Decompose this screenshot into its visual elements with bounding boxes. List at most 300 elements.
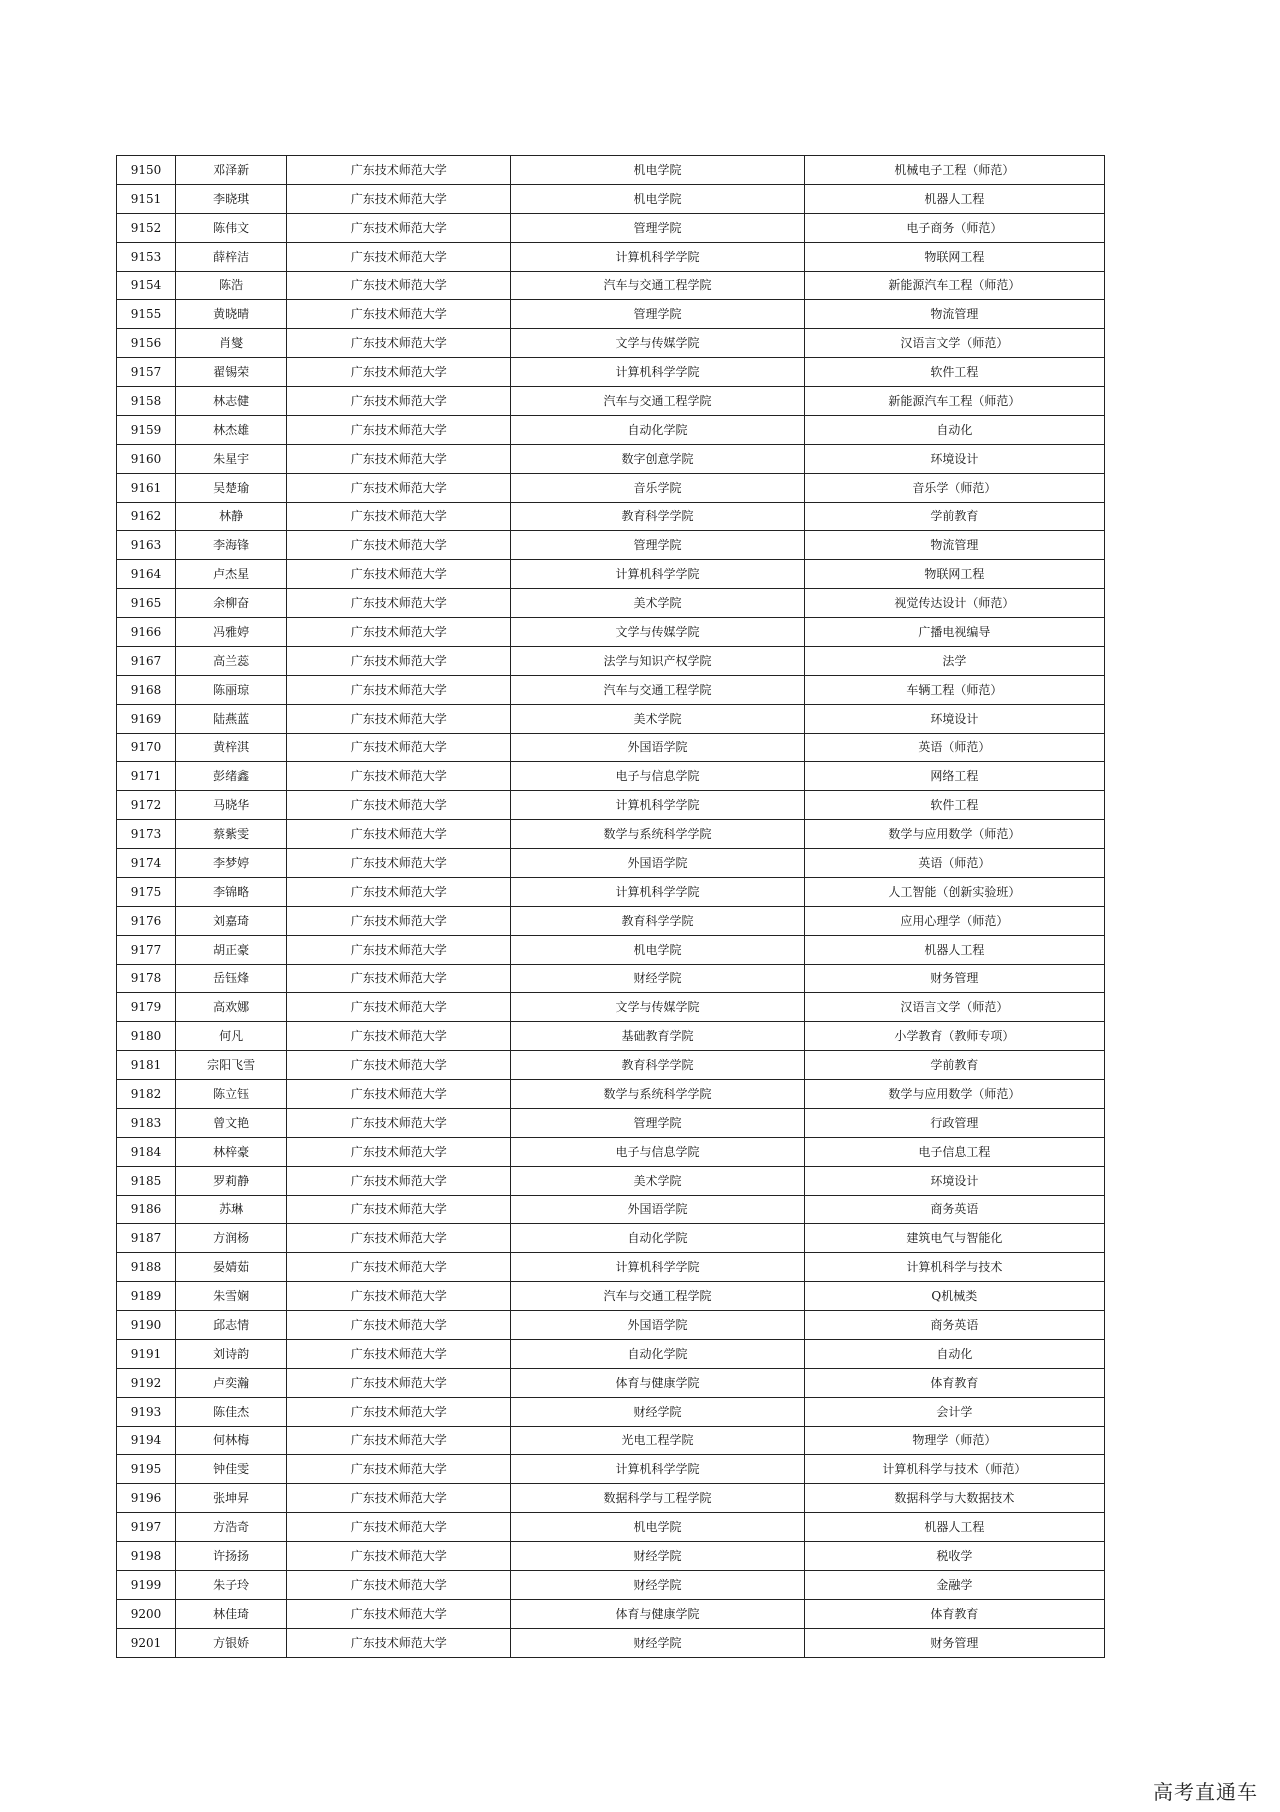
table-row <box>117 1513 1105 1542</box>
college-cell: 教育科学学院 <box>511 502 804 531</box>
row-number-cell: 9182 <box>117 1080 176 1109</box>
school-cell: 广东技术师范大学 <box>287 964 511 993</box>
table-row <box>117 1426 1105 1455</box>
school-cell: 广东技术师范大学 <box>287 935 511 964</box>
college-cell: 管理学院 <box>511 300 804 329</box>
school-cell: 广东技术师范大学 <box>287 849 511 878</box>
major-cell: 法学 <box>804 646 1104 675</box>
major-cell: 网络工程 <box>804 762 1104 791</box>
student-name-cell: 林杰雄 <box>176 415 287 444</box>
major-cell: 环境设计 <box>804 704 1104 733</box>
major-cell: 会计学 <box>804 1397 1104 1426</box>
major-cell: 环境设计 <box>804 1166 1104 1195</box>
student-name-cell: 刘诗韵 <box>176 1339 287 1368</box>
row-number-cell: 9199 <box>117 1570 176 1599</box>
school-cell: 广东技术师范大学 <box>287 1311 511 1340</box>
table-row <box>117 733 1105 762</box>
major-cell: 物联网工程 <box>804 242 1104 271</box>
school-cell: 广东技术师范大学 <box>287 762 511 791</box>
school-cell: 广东技术师范大学 <box>287 387 511 416</box>
student-name-cell: 李海锋 <box>176 531 287 560</box>
table-row <box>117 675 1105 704</box>
table-row <box>117 473 1105 502</box>
college-cell: 文学与传媒学院 <box>511 329 804 358</box>
school-cell: 广东技术师范大学 <box>287 329 511 358</box>
college-cell: 财经学院 <box>511 1628 804 1657</box>
student-name-cell: 李锦略 <box>176 877 287 906</box>
school-cell: 广东技术师范大学 <box>287 877 511 906</box>
row-number-cell: 9181 <box>117 1051 176 1080</box>
school-cell: 广东技术师范大学 <box>287 1368 511 1397</box>
row-number-cell: 9201 <box>117 1628 176 1657</box>
school-cell: 广东技术师范大学 <box>287 791 511 820</box>
table-row <box>117 906 1105 935</box>
table-row <box>117 358 1105 387</box>
major-cell: 计算机科学与技术（师范） <box>804 1455 1104 1484</box>
row-number-cell: 9192 <box>117 1368 176 1397</box>
college-cell: 财经学院 <box>511 1542 804 1571</box>
table-row <box>117 184 1105 213</box>
table-row <box>117 1051 1105 1080</box>
major-cell: 体育教育 <box>804 1599 1104 1628</box>
major-cell: 广播电视编导 <box>804 618 1104 647</box>
table-row <box>117 646 1105 675</box>
school-cell: 广东技术师范大学 <box>287 1137 511 1166</box>
major-cell: 机械电子工程（师范） <box>804 156 1104 185</box>
school-cell: 广东技术师范大学 <box>287 242 511 271</box>
college-cell: 外国语学院 <box>511 1195 804 1224</box>
school-cell: 广东技术师范大学 <box>287 473 511 502</box>
major-cell: 小学教育（教师专项） <box>804 1022 1104 1051</box>
college-cell: 光电工程学院 <box>511 1426 804 1455</box>
school-cell: 广东技术师范大学 <box>287 1166 511 1195</box>
student-name-cell: 朱星宇 <box>176 444 287 473</box>
school-cell: 广东技术师范大学 <box>287 1022 511 1051</box>
school-cell: 广东技术师范大学 <box>287 184 511 213</box>
student-name-cell: 岳钰烽 <box>176 964 287 993</box>
major-cell: 电子信息工程 <box>804 1137 1104 1166</box>
table-row <box>117 589 1105 618</box>
table-row <box>117 1368 1105 1397</box>
college-cell: 自动化学院 <box>511 1224 804 1253</box>
student-name-cell: 林佳琦 <box>176 1599 287 1628</box>
school-cell: 广东技术师范大学 <box>287 1282 511 1311</box>
row-number-cell: 9166 <box>117 618 176 647</box>
school-cell: 广东技术师范大学 <box>287 300 511 329</box>
table-row <box>117 1455 1105 1484</box>
table-row <box>117 791 1105 820</box>
row-number-cell: 9153 <box>117 242 176 271</box>
row-number-cell: 9198 <box>117 1542 176 1571</box>
table-row <box>117 1253 1105 1282</box>
student-name-cell: 苏琳 <box>176 1195 287 1224</box>
row-number-cell: 9167 <box>117 646 176 675</box>
major-cell: 商务英语 <box>804 1311 1104 1340</box>
student-name-cell: 何凡 <box>176 1022 287 1051</box>
college-cell: 机电学院 <box>511 184 804 213</box>
student-name-cell: 黄晓晴 <box>176 300 287 329</box>
row-number-cell: 9176 <box>117 906 176 935</box>
student-name-cell: 翟锡荣 <box>176 358 287 387</box>
college-cell: 财经学院 <box>511 1570 804 1599</box>
college-cell: 数学与系统科学学院 <box>511 820 804 849</box>
major-cell: 英语（师范） <box>804 733 1104 762</box>
student-name-cell: 陆燕蓝 <box>176 704 287 733</box>
major-cell: 学前教育 <box>804 502 1104 531</box>
college-cell: 计算机科学学院 <box>511 1253 804 1282</box>
major-cell: 数据科学与大数据技术 <box>804 1484 1104 1513</box>
major-cell: 环境设计 <box>804 444 1104 473</box>
row-number-cell: 9152 <box>117 213 176 242</box>
school-cell: 广东技术师范大学 <box>287 675 511 704</box>
college-cell: 电子与信息学院 <box>511 1137 804 1166</box>
row-number-cell: 9200 <box>117 1599 176 1628</box>
school-cell: 广东技术师范大学 <box>287 415 511 444</box>
row-number-cell: 9189 <box>117 1282 176 1311</box>
college-cell: 数据科学与工程学院 <box>511 1484 804 1513</box>
student-name-cell: 林志健 <box>176 387 287 416</box>
row-number-cell: 9154 <box>117 271 176 300</box>
student-name-cell: 陈伟文 <box>176 213 287 242</box>
row-number-cell: 9170 <box>117 733 176 762</box>
row-number-cell: 9173 <box>117 820 176 849</box>
major-cell: 应用心理学（师范） <box>804 906 1104 935</box>
college-cell: 管理学院 <box>511 1108 804 1137</box>
table-row <box>117 242 1105 271</box>
major-cell: 新能源汽车工程（师范） <box>804 271 1104 300</box>
table-row <box>117 849 1105 878</box>
row-number-cell: 9191 <box>117 1339 176 1368</box>
watermark-logo-text: 高考直通车 <box>1153 1780 1258 1804</box>
major-cell: 汉语言文学（师范） <box>804 329 1104 358</box>
row-number-cell: 9155 <box>117 300 176 329</box>
row-number-cell: 9187 <box>117 1224 176 1253</box>
college-cell: 计算机科学学院 <box>511 877 804 906</box>
row-number-cell: 9165 <box>117 589 176 618</box>
college-cell: 汽车与交通工程学院 <box>511 387 804 416</box>
major-cell: 音乐学（师范） <box>804 473 1104 502</box>
major-cell: 电子商务（师范） <box>804 213 1104 242</box>
row-number-cell: 9194 <box>117 1426 176 1455</box>
table-row <box>117 704 1105 733</box>
college-cell: 汽车与交通工程学院 <box>511 271 804 300</box>
school-cell: 广东技术师范大学 <box>287 733 511 762</box>
school-cell: 广东技术师范大学 <box>287 1108 511 1137</box>
major-cell: Q机械类 <box>804 1282 1104 1311</box>
major-cell: 计算机科学与技术 <box>804 1253 1104 1282</box>
college-cell: 体育与健康学院 <box>511 1599 804 1628</box>
school-cell: 广东技术师范大学 <box>287 502 511 531</box>
school-cell: 广东技术师范大学 <box>287 1426 511 1455</box>
college-cell: 自动化学院 <box>511 415 804 444</box>
row-number-cell: 9180 <box>117 1022 176 1051</box>
college-cell: 数学与系统科学学院 <box>511 1080 804 1109</box>
row-number-cell: 9150 <box>117 156 176 185</box>
school-cell: 广东技术师范大学 <box>287 560 511 589</box>
major-cell: 建筑电气与智能化 <box>804 1224 1104 1253</box>
row-number-cell: 9195 <box>117 1455 176 1484</box>
major-cell: 物流管理 <box>804 531 1104 560</box>
student-name-cell: 何林梅 <box>176 1426 287 1455</box>
major-cell: 人工智能（创新实验班） <box>804 877 1104 906</box>
school-cell: 广东技术师范大学 <box>287 906 511 935</box>
student-name-cell: 陈浩 <box>176 271 287 300</box>
table-row <box>117 387 1105 416</box>
table-row <box>117 1080 1105 1109</box>
college-cell: 管理学院 <box>511 213 804 242</box>
row-number-cell: 9175 <box>117 877 176 906</box>
table-row <box>117 1339 1105 1368</box>
table-row <box>117 1166 1105 1195</box>
student-name-cell: 邱志情 <box>176 1311 287 1340</box>
student-name-cell: 林梓豪 <box>176 1137 287 1166</box>
table-row <box>117 618 1105 647</box>
school-cell: 广东技术师范大学 <box>287 1253 511 1282</box>
major-cell: 体育教育 <box>804 1368 1104 1397</box>
major-cell: 数学与应用数学（师范） <box>804 820 1104 849</box>
table-row <box>117 993 1105 1022</box>
college-cell: 法学与知识产权学院 <box>511 646 804 675</box>
college-cell: 基础教育学院 <box>511 1022 804 1051</box>
major-cell: 行政管理 <box>804 1108 1104 1137</box>
student-name-cell: 刘嘉琦 <box>176 906 287 935</box>
table-row <box>117 1599 1105 1628</box>
table-row <box>117 877 1105 906</box>
table-row <box>117 502 1105 531</box>
row-number-cell: 9161 <box>117 473 176 502</box>
row-number-cell: 9164 <box>117 560 176 589</box>
college-cell: 音乐学院 <box>511 473 804 502</box>
row-number-cell: 9186 <box>117 1195 176 1224</box>
student-name-cell: 许扬扬 <box>176 1542 287 1571</box>
college-cell: 外国语学院 <box>511 1311 804 1340</box>
college-cell: 自动化学院 <box>511 1339 804 1368</box>
major-cell: 物理学（师范） <box>804 1426 1104 1455</box>
student-name-cell: 林静 <box>176 502 287 531</box>
student-name-cell: 卢奕瀚 <box>176 1368 287 1397</box>
school-cell: 广东技术师范大学 <box>287 589 511 618</box>
row-number-cell: 9174 <box>117 849 176 878</box>
school-cell: 广东技术师范大学 <box>287 213 511 242</box>
table-row <box>117 1108 1105 1137</box>
student-name-cell: 陈立钰 <box>176 1080 287 1109</box>
student-name-cell: 曾文艳 <box>176 1108 287 1137</box>
school-cell: 广东技术师范大学 <box>287 1224 511 1253</box>
college-cell: 财经学院 <box>511 964 804 993</box>
table-row <box>117 1397 1105 1426</box>
table-row <box>117 531 1105 560</box>
major-cell: 财务管理 <box>804 964 1104 993</box>
table-row <box>117 329 1105 358</box>
school-cell: 广东技术师范大学 <box>287 646 511 675</box>
major-cell: 软件工程 <box>804 358 1104 387</box>
major-cell: 物联网工程 <box>804 560 1104 589</box>
college-cell: 计算机科学学院 <box>511 791 804 820</box>
student-name-cell: 吴楚瑜 <box>176 473 287 502</box>
school-cell: 广东技术师范大学 <box>287 1455 511 1484</box>
college-cell: 汽车与交通工程学院 <box>511 675 804 704</box>
row-number-cell: 9197 <box>117 1513 176 1542</box>
student-name-cell: 胡正豪 <box>176 935 287 964</box>
college-cell: 外国语学院 <box>511 849 804 878</box>
major-cell: 机器人工程 <box>804 935 1104 964</box>
major-cell: 汉语言文学（师范） <box>804 993 1104 1022</box>
table-row <box>117 1022 1105 1051</box>
school-cell: 广东技术师范大学 <box>287 531 511 560</box>
college-cell: 计算机科学学院 <box>511 1455 804 1484</box>
school-cell: 广东技术师范大学 <box>287 1513 511 1542</box>
student-name-cell: 冯雅婷 <box>176 618 287 647</box>
college-cell: 教育科学学院 <box>511 906 804 935</box>
college-cell: 教育科学学院 <box>511 1051 804 1080</box>
college-cell: 计算机科学学院 <box>511 358 804 387</box>
table-row <box>117 1484 1105 1513</box>
major-cell: 金融学 <box>804 1570 1104 1599</box>
college-cell: 体育与健康学院 <box>511 1368 804 1397</box>
major-cell: 学前教育 <box>804 1051 1104 1080</box>
row-number-cell: 9160 <box>117 444 176 473</box>
student-name-cell: 李梦婷 <box>176 849 287 878</box>
table-row <box>117 1542 1105 1571</box>
college-cell: 财经学院 <box>511 1397 804 1426</box>
major-cell: 视觉传达设计（师范） <box>804 589 1104 618</box>
student-name-cell: 方浩奇 <box>176 1513 287 1542</box>
row-number-cell: 9157 <box>117 358 176 387</box>
student-name-cell: 余柳奋 <box>176 589 287 618</box>
row-number-cell: 9185 <box>117 1166 176 1195</box>
student-name-cell: 晏婧茹 <box>176 1253 287 1282</box>
row-number-cell: 9190 <box>117 1311 176 1340</box>
school-cell: 广东技术师范大学 <box>287 1484 511 1513</box>
college-cell: 计算机科学学院 <box>511 560 804 589</box>
row-number-cell: 9163 <box>117 531 176 560</box>
school-cell: 广东技术师范大学 <box>287 1080 511 1109</box>
row-number-cell: 9159 <box>117 415 176 444</box>
roster-body <box>117 156 1105 1658</box>
student-name-cell: 方银娇 <box>176 1628 287 1657</box>
college-cell: 美术学院 <box>511 589 804 618</box>
student-name-cell: 蔡紫雯 <box>176 820 287 849</box>
college-cell: 管理学院 <box>511 531 804 560</box>
row-number-cell: 9168 <box>117 675 176 704</box>
table-row <box>117 1628 1105 1657</box>
row-number-cell: 9179 <box>117 993 176 1022</box>
table-row <box>117 1282 1105 1311</box>
admission-roster-table <box>116 155 1105 1658</box>
row-number-cell: 9193 <box>117 1397 176 1426</box>
college-cell: 计算机科学学院 <box>511 242 804 271</box>
school-cell: 广东技术师范大学 <box>287 1628 511 1657</box>
major-cell: 自动化 <box>804 1339 1104 1368</box>
row-number-cell: 9151 <box>117 184 176 213</box>
row-number-cell: 9178 <box>117 964 176 993</box>
major-cell: 财务管理 <box>804 1628 1104 1657</box>
major-cell: 软件工程 <box>804 791 1104 820</box>
row-number-cell: 9171 <box>117 762 176 791</box>
student-name-cell: 李晓琪 <box>176 184 287 213</box>
student-name-cell: 黄梓淇 <box>176 733 287 762</box>
college-cell: 数字创意学院 <box>511 444 804 473</box>
table-row <box>117 560 1105 589</box>
major-cell: 车辆工程（师范） <box>804 675 1104 704</box>
college-cell: 机电学院 <box>511 935 804 964</box>
student-name-cell: 陈丽琼 <box>176 675 287 704</box>
row-number-cell: 9162 <box>117 502 176 531</box>
student-name-cell: 高欢娜 <box>176 993 287 1022</box>
major-cell: 机器人工程 <box>804 1513 1104 1542</box>
row-number-cell: 9196 <box>117 1484 176 1513</box>
major-cell: 税收学 <box>804 1542 1104 1571</box>
row-number-cell: 9158 <box>117 387 176 416</box>
table-row <box>117 820 1105 849</box>
school-cell: 广东技术师范大学 <box>287 1599 511 1628</box>
row-number-cell: 9172 <box>117 791 176 820</box>
table-row <box>117 300 1105 329</box>
student-name-cell: 朱雪娴 <box>176 1282 287 1311</box>
student-name-cell: 陈佳杰 <box>176 1397 287 1426</box>
college-cell: 机电学院 <box>511 1513 804 1542</box>
school-cell: 广东技术师范大学 <box>287 820 511 849</box>
student-name-cell: 宗阳飞雪 <box>176 1051 287 1080</box>
table-row <box>117 1137 1105 1166</box>
table-row <box>117 1224 1105 1253</box>
major-cell: 英语（师范） <box>804 849 1104 878</box>
school-cell: 广东技术师范大学 <box>287 993 511 1022</box>
student-name-cell: 彭绪鑫 <box>176 762 287 791</box>
school-cell: 广东技术师范大学 <box>287 1397 511 1426</box>
student-name-cell: 肖燮 <box>176 329 287 358</box>
school-cell: 广东技术师范大学 <box>287 271 511 300</box>
college-cell: 美术学院 <box>511 704 804 733</box>
table-row <box>117 964 1105 993</box>
table-row <box>117 156 1105 185</box>
row-number-cell: 9169 <box>117 704 176 733</box>
student-name-cell: 马晓华 <box>176 791 287 820</box>
school-cell: 广东技术师范大学 <box>287 1051 511 1080</box>
table-row <box>117 444 1105 473</box>
college-cell: 机电学院 <box>511 156 804 185</box>
table-row <box>117 1570 1105 1599</box>
table-row <box>117 213 1105 242</box>
student-name-cell: 卢杰星 <box>176 560 287 589</box>
school-cell: 广东技术师范大学 <box>287 156 511 185</box>
student-name-cell: 高兰蕊 <box>176 646 287 675</box>
row-number-cell: 9184 <box>117 1137 176 1166</box>
college-cell: 外国语学院 <box>511 733 804 762</box>
college-cell: 美术学院 <box>511 1166 804 1195</box>
row-number-cell: 9188 <box>117 1253 176 1282</box>
school-cell: 广东技术师范大学 <box>287 1570 511 1599</box>
school-cell: 广东技术师范大学 <box>287 1339 511 1368</box>
table-row <box>117 271 1105 300</box>
school-cell: 广东技术师范大学 <box>287 704 511 733</box>
school-cell: 广东技术师范大学 <box>287 1542 511 1571</box>
school-cell: 广东技术师范大学 <box>287 444 511 473</box>
major-cell: 物流管理 <box>804 300 1104 329</box>
school-cell: 广东技术师范大学 <box>287 358 511 387</box>
student-name-cell: 罗莉静 <box>176 1166 287 1195</box>
student-name-cell: 钟佳雯 <box>176 1455 287 1484</box>
college-cell: 文学与传媒学院 <box>511 618 804 647</box>
student-name-cell: 张坤昇 <box>176 1484 287 1513</box>
major-cell: 新能源汽车工程（师范） <box>804 387 1104 416</box>
student-name-cell: 邓泽新 <box>176 156 287 185</box>
school-cell: 广东技术师范大学 <box>287 618 511 647</box>
major-cell: 商务英语 <box>804 1195 1104 1224</box>
row-number-cell: 9183 <box>117 1108 176 1137</box>
college-cell: 文学与传媒学院 <box>511 993 804 1022</box>
row-number-cell: 9156 <box>117 329 176 358</box>
